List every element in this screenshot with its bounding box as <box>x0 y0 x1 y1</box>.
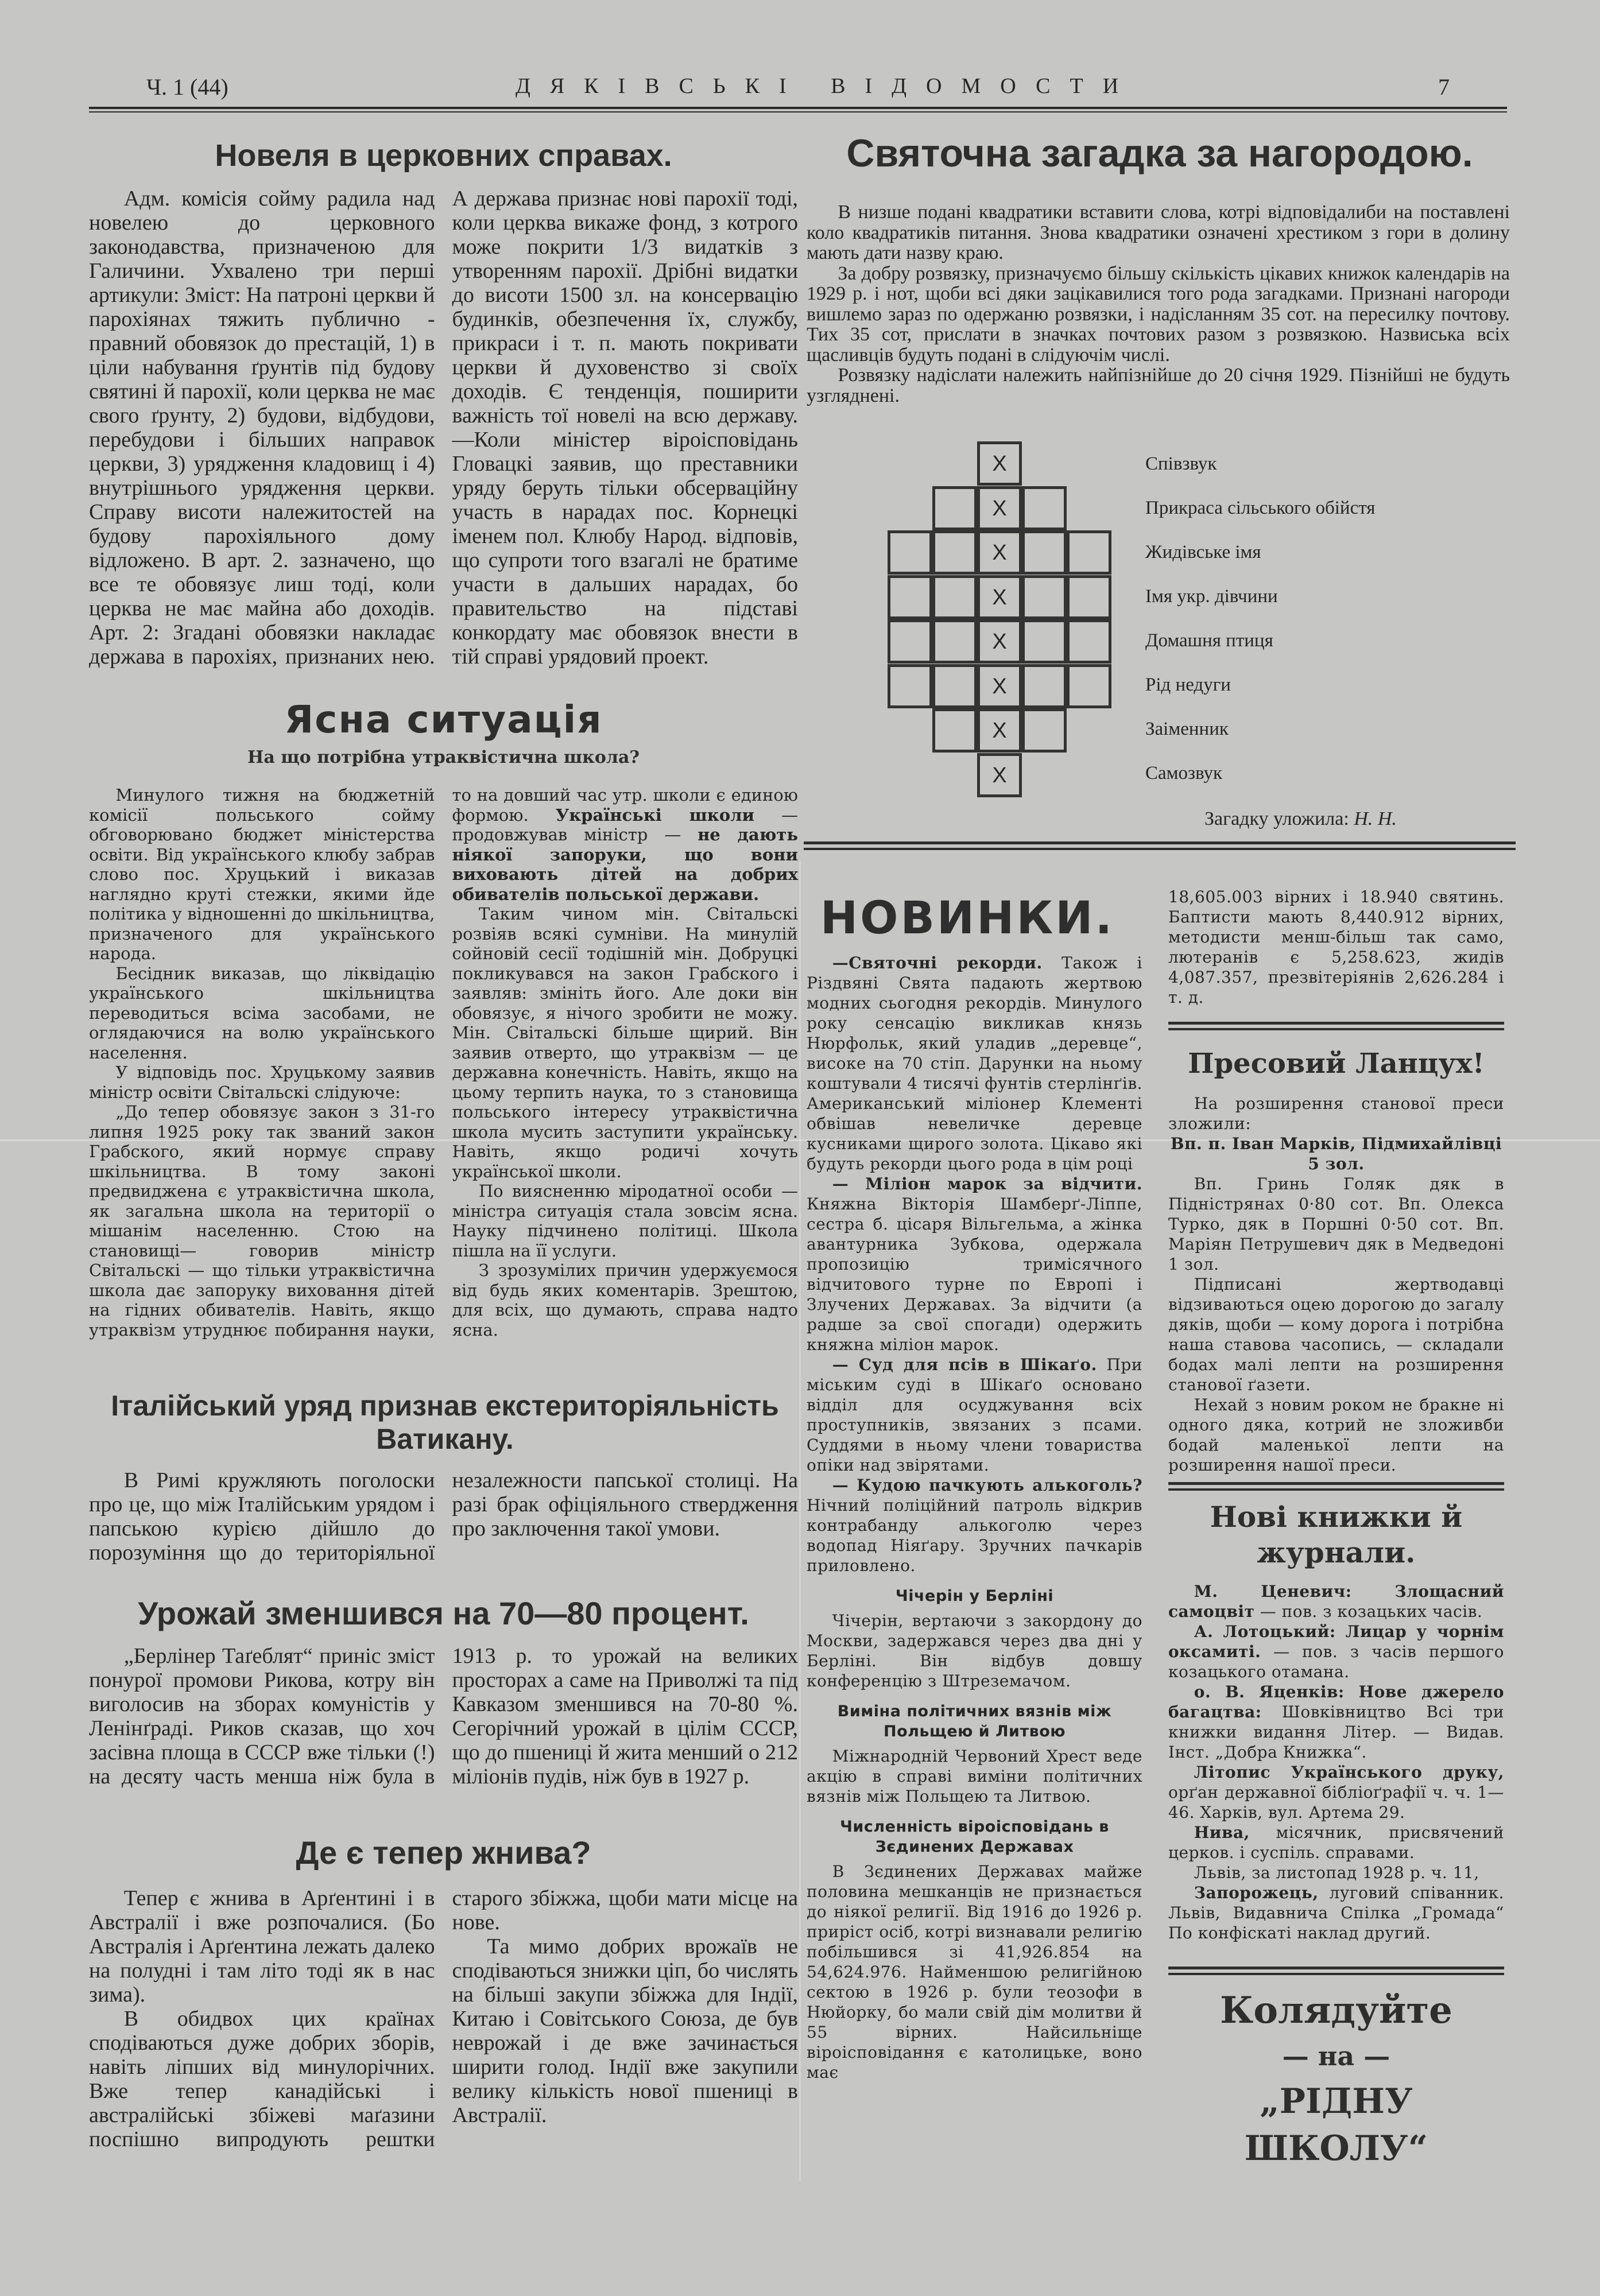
crossword-cell <box>1022 708 1067 753</box>
book-desc: місячник, присвячений церков. і суспіль. справами. <box>1168 1823 1504 1862</box>
books-title-line: Нові книжки й <box>1210 1500 1463 1534</box>
religion-continued <box>1168 887 1504 1007</box>
paragraph: Адм. комісія сойму радила над новелею до церковного законодавства, призначеною для Галичини. Ухвалено три перші артикули: Зміст: На патроні церкви й парохіянах тяжить публично - правний обовязок до престацій, 1) в ціли набування ґрунтів під будову святині й парохії, коли церква не має свого ґрунту, 2) будови, відбудови, перебудови і більших направок церкви, 3) урядження кладовищ і 4) внутрішнього урядження церкви. Справу висоти належитостей на будову парохіяльного дому відложено. В арт. 2. зазначено, що все те обовязує лиш тоді, коли церква не має майна або доходів. Арт. 2: Згадані обовязки накладає держава в парохіях, признаних нею. А держава признає нові парохії тоді, коли церква викаже фонд, з котрого може покрити 1/3 видатків з утворенням парохії. Дрібні видатки до висоти 1500 зл. на консервацію будинків, обезпечення їх, службу, прикраси і т. п. мають покривати церкви й духовенство зі своїх доходів. Є тенденція, поширити важність тої новелі на всю державу. —Коли міністер віроісповідань Гловацкі заявив, що преставники уряду беруть тільки обсерваційну участь в нарадах пос. Корнецкі іменем пол. Клюбу Народ. відповів, що супроти того взагалі не братиме участи в дальших нарадах, бо правительство на підставі конкордату має обовязок внести в тій справі урядовий проект. <box>89 187 798 669</box>
news-column <box>807 953 1142 2082</box>
news-item-text: Княжна Вікторія Шамберґ-Ліппе, сестра б. цісаря Вільгельма, а жінка авантурника Зубкова, одержала пропозицію тримісячного відчитового турне по Европі і Злучених Державах. За відчити (а радше за свої спогади) одержить княжна міліон марок. <box>807 1194 1142 1354</box>
book-item <box>1168 1822 1504 1863</box>
crossword-cell <box>932 664 977 708</box>
book-desc: Львів, за листопад 1928 р. ч. 11, <box>1194 1863 1479 1882</box>
article-title-church: Новеля в церковних справах. <box>215 138 672 173</box>
book-item <box>1168 1682 1504 1762</box>
lead-donor: Вп. п. Іван Марків, Підмихайлівці 5 зол. <box>1170 1134 1502 1173</box>
bold-text: Українські школи <box>555 805 755 825</box>
crossword-cell <box>932 575 977 619</box>
header-rule <box>89 107 1507 113</box>
book-title: М. Ценевич: Злощасний самоцвіт <box>1168 1582 1504 1621</box>
news-item <box>807 1475 1142 1576</box>
section-rule <box>1168 1482 1504 1491</box>
article-body-harvest <box>89 1644 798 1789</box>
article-title-vatican: Італійський уряд признав екстериторіяльність Ватикану. <box>111 1390 779 1455</box>
paragraph: За добру розвязку, призначуємо більшу скількість цікавих книжок календарів на 1929 р. і нот, щоби всі дяки зацікавилися того рода загадками. Признані нагороди вишлемо зараз по одержаню розвязки, і надісланням 35 сот. на пересилку почтову. Тих 35 сот, прислати в значках почтових разом з розвязкою. Назвиська всіх щасливців будуть подані в слідуючім числі. <box>807 262 1510 366</box>
page-number: 7 <box>1438 74 1450 100</box>
news-item-text: Нічний поліційний патроль відкрив контрабанду алькоголю через водопад Ніяґару. Зручних пачкарів приловлено. <box>807 1496 1142 1575</box>
news-subheading: Виміна політичних вязнів між Польщею й Литвою <box>837 1702 1112 1740</box>
paragraph: В низше подані квадратики вставити слова, котрі відповідалиби на поставлені коло квадратиків питання. Знова квадратики означені хрестиком з гори в долину мають дати назву краю. <box>807 201 1510 263</box>
book-title: о. В. Яценків: Нове джерело багацтва: <box>1168 1682 1504 1721</box>
books-title-line: журнали. <box>1257 1535 1416 1569</box>
book-desc: луговий співанник. Львів, Видавнича Спілка „Громада“ По конфіскаті наклад другий. <box>1168 1883 1504 1942</box>
book-desc: Шовківництво Всі три книжки видання Літер. — Видав. Інст. „Добра Книжка“. <box>1168 1702 1504 1762</box>
book-title: Літопис Українського друку, <box>1194 1763 1504 1782</box>
crossword-cell <box>1067 664 1111 708</box>
news-item <box>807 1174 1142 1355</box>
crossword-cell <box>932 486 977 530</box>
section-rule <box>1168 1967 1504 1975</box>
crossword-clue: Самозвук <box>1145 763 1223 784</box>
crossword-clue: Імя укр. дівчини <box>1145 586 1278 607</box>
paper-fold-vertical <box>799 861 801 2181</box>
book-desc: — пов. з козацьких часів. <box>1254 1602 1483 1621</box>
paragraph: Вп. Гринь Голяк дяк в Підністрянах 0·80 сот. Вп. Олекса Турко, дяк в Поршні 0·50 сот. Вп. Маріян Петрушевич дяк в Медведоні 1 зол. <box>1168 1174 1504 1274</box>
puzzle-author <box>1204 808 1397 830</box>
press-fund-body <box>1168 1093 1504 1475</box>
news-item-head: — Міліон марок за відчити. <box>832 1174 1142 1193</box>
news-subheading: Численність віроісповідань в Зєдинених Державах <box>840 1818 1109 1856</box>
puzzle-title: Святочна загадка за нагородою. <box>846 131 1473 175</box>
book-desc: орґан державної бібліоґрафії ч. ч. 1—46. Харків, вул. Артема 29. <box>1168 1783 1504 1822</box>
book-desc: — пов. з часів першого козацького отамана. <box>1168 1642 1504 1681</box>
news-paragraph-continued: 18,605.003 вірних і 18.940 святинь. Баптисти мають 8,440.912 вірних, методисти менш-більш так само, лютеранів є 5,258.623, жидів 4,087.357, презвітеріянів 2,626.284 і т. д. <box>1168 887 1504 1007</box>
article-body-church <box>89 187 798 669</box>
quote-text: „До тепер обовязує закон з 31-го липня 1925 року так званий закон Грабского, який нормує справу шкільництва. В тому законі предвиджена є утраквістична школа, як загальна школа на території о мішанім населенню. Стою на становищі— говорив міністр Світальскі — що тільки утраквістична школа дає запоруку виховання дітей на гідних обивателів. Навіть, якщо утраквізм утруднює побирання науки, то на довший час утр. школи є единою формою. <box>89 785 798 1340</box>
news-item-text: Також і Різдвяні Свята падають жертвою модних сьогодня рекордів. Минулого року сенсацію викликав князь Нюрфольк, який уладив „деревце“, високе на 70 стіп. Дарунки на ньому коштували 4 тисячі фунтів стерлінґів. Американський міліонер Клементі обвішав невеличке деревце кусниками щирого золота. Цікаво які будуть рекорди цього рода в цім році <box>807 953 1143 1173</box>
paragraph: Підписані жертводавці відзиваються оцею дорогою до загалу дяків, щоби — кому дорога і потрібна наша ставова часопись, — складали бодах малі лепти на розширення станової ґазети. <box>1168 1275 1504 1394</box>
crossword-cell: X <box>977 575 1022 619</box>
crossword-cell <box>932 619 977 664</box>
crossword-cell <box>1022 575 1067 619</box>
crossword-cell <box>888 619 932 664</box>
crossword-cell: X <box>977 486 1022 530</box>
news-item-head: —Святочні рекорди. <box>832 953 1043 972</box>
crossword-clue: Домашня птиця <box>1145 630 1273 651</box>
news-paragraph: В Зєдинених Державах майже половина мешканців не признається до ніякої религії. Від 1916 до 1926 р. приріст осіб, котрі визнавали религію побільшився зі 41,926.854 на 54,624.976. Найменшою религійною сектою в 1926 р. були теозофи в Нюйорку, бо мали свій дім молитви й 55 вірних. Найсильніще віроісповідання є католицьке, воно має <box>807 1862 1142 2082</box>
press-fund-title: Пресовий Ланцух! <box>1188 1048 1485 1080</box>
crossword-cell <box>1022 530 1067 575</box>
crossword-cell <box>1067 575 1111 619</box>
crossword-cell <box>888 530 932 575</box>
issue-number: Ч. 1 (44) <box>146 74 228 100</box>
article-title-school: Ясна ситуація <box>284 697 603 742</box>
books-list <box>1168 1581 1504 1943</box>
book-item <box>1168 1622 1504 1682</box>
book-item <box>1168 1581 1504 1622</box>
news-item <box>807 953 1142 1174</box>
news-subheading: Чічерін у Берліні <box>895 1587 1054 1605</box>
article-body-school <box>89 785 798 1340</box>
book-title: А. Лотоцький: Лицар у чорнім оксамиті. <box>1168 1622 1504 1661</box>
news-item-head: — Кудою пачкують алькоголь? <box>832 1476 1142 1495</box>
crossword-cell <box>1022 664 1067 708</box>
book-item <box>1168 1883 1504 1943</box>
appeal-line: „РІДНУ ШКОЛУ“ <box>1244 2081 1428 2169</box>
paragraph: З зрозумілих причин удержуємося від будь яких коментарів. Зрештою, для всіх, що думають, справа надто ясна. <box>452 1261 798 1340</box>
crossword-cell <box>888 664 932 708</box>
crossword-clue: Жидівське імя <box>1145 542 1261 563</box>
crossword-cell <box>1067 619 1111 664</box>
article-subtitle-school: На що потрібна утраквістична школа? <box>247 747 640 767</box>
paragraph: Нехай з новим роком не бракне ні одного дяка, котрий не зложивби бодай маленької лепти на розширення нашої преси. <box>1168 1395 1504 1475</box>
crossword-cell <box>1022 486 1067 530</box>
article-title-harvest: Урожай зменшився на 70—80 процент. <box>138 1595 749 1631</box>
news-paragraph: Міжнародній Червоний Хрест веде акцію в справі виміни політичних вязнів між Польщею та Литвою. <box>807 1747 1142 1806</box>
news-item-text: При міським суді в Шікаґо основано відділ для осуджування всіх проступників, звязаних з псами. Суддями в ньому члени товариства опіки над звірятами. <box>807 1355 1142 1475</box>
crossword-cell <box>932 708 977 753</box>
paragraph: В Римі кружляють поголоски про це, що між Італійським урядом і папською курією дійшло до порозуміння що до територіяльної незалежности папської столиці. На разі брак офіціяльного ствердження про заключення такої умови. <box>89 1468 798 1565</box>
appeal-line: — на — <box>1282 2041 1390 2072</box>
paragraph: Та мимо добрих врожаїв не сподіваються знижки ціп, бо числять на більші закупи збіжжа для Індії, Китаю і Совітського Союза, де був неврожай і де вже зачинається ширити голод. Індії вже закупили велику кількість нової пшениці в Австралії. <box>452 1934 798 2127</box>
crossword-clue: Заіменник <box>1145 719 1229 739</box>
book-title: Нива, <box>1194 1823 1250 1842</box>
paragraph: Тепер є жнива в Арґентині і в Австралії і вже розпочалися. (Бо Австралія і Арґентина лежать далеко на полудні і там літо тоді як в нас зима). <box>89 1886 435 2007</box>
quote-text: — продовжував міністр — <box>452 805 798 844</box>
author-label: Загадку уложила: <box>1204 808 1349 829</box>
crossword-clue: Прикраса сільського обійстя <box>1145 498 1376 518</box>
crossword-clue: Рід недуги <box>1145 674 1231 695</box>
paragraph: Бесідник виказав, що ліквідацію українського шкільництва переводиться всіма засобами, не оглядаючися на волю українського населення. <box>89 963 435 1062</box>
article-title-reaping: Де є тепер жнива? <box>296 1835 591 1871</box>
paragraph: У відповідь пос. Хруцькому заявив міністр освіти Світальскі слідуюче: <box>89 1062 435 1102</box>
paragraph: Розвязку надіслати належить найпізнійше до 20 січня 1929. Пізнійші не будуть узгляднені. <box>807 364 1510 406</box>
news-paragraph: Чічерін, вертаючи з закордону до Москви, задержався через два дні у Берліні. Він відбув довшу конференцію з Штреземачом. <box>807 1611 1142 1690</box>
article-body-reaping <box>89 1886 798 2151</box>
appeal-line: Колядуйте <box>1220 1989 1452 2032</box>
paragraph: Таким чином мін. Світальскі розвіяв всякі сумніви. На минулій сойновій сесії тодішній мін. Добруцкі покликувався на закон Грабского і заявляв: змініть його. Але доки він обовязує, я нічого зробити не можу. Мін. Світальскі більше щирий. Він заявив отверто, що утраквізм — це державна конечність. Навіть, якщо на цьому терпить наука, то з становища польського інтересу утраквістична школа мусить заступити українську. Навіть, якщо родичі хочуть української школи. <box>452 904 798 1181</box>
appeal-ad <box>1168 1987 1504 2172</box>
crossword-cell: X <box>977 708 1022 753</box>
crossword-clue: Співзвук <box>1145 453 1217 474</box>
crossword-cell <box>1022 619 1067 664</box>
paragraph: В обидвох цих країнах сподіваються дуже добрих зборів, навіть ліпших від минулорічних. Вже тепер канадійські і австралійські збіжеві маґазини поспішно випродують рештки старого збіжжа, щоби мати місце на нове. <box>89 1886 798 2151</box>
crossword-cell <box>1067 530 1111 575</box>
bold-text: не дають ніякої запоруки, що вони виховають дітей на добрих обивателів польської держави. <box>452 825 799 904</box>
paragraph: „Берлінер Таґеблят“ приніс зміст понурої промови Рикова, котру він виголосив на зборах комуністів у Ленінґраді. Риков сказав, що хоч засівна площа в СССР вже тільки (!) на десяту часть менша ніж була в 1913 р. то урожай на великих просторах а саме на Приволжі та під Кавказом зменшився на 70-80 %. Сегорічний урожай в цілім СССР, що до пшениці й жита менший о 212 міліонів пудів, ніж був в 1927 р. <box>89 1644 798 1789</box>
news-item <box>807 1355 1142 1475</box>
paragraph: На розширення станової преси зложили: <box>1168 1094 1504 1133</box>
article-body-vatican <box>89 1468 798 1565</box>
book-item <box>1168 1762 1504 1822</box>
book-title: Запорожець, <box>1194 1883 1319 1902</box>
crossword-cell: X <box>977 441 1022 486</box>
author-name: Н. Н. <box>1354 808 1397 829</box>
crossword-cell: X <box>977 664 1022 708</box>
masthead: ДЯКІВСЬКІ ВІДОМОСТИ <box>515 74 1138 98</box>
crossword-cell <box>888 575 932 619</box>
news-title: НОВИНКИ. <box>820 893 1115 944</box>
section-rule <box>1168 1022 1504 1030</box>
section-rule <box>804 841 1516 850</box>
books-title <box>1168 1499 1504 1570</box>
news-item-head: — Суд для псів в Шікаґо. <box>832 1355 1097 1374</box>
crossword-cell: X <box>977 619 1022 664</box>
paragraph: Минулого тижня на бюджетній комісії польського сойму обговорювано бюджет міністерства освіти. Від українського клюбу забрав слово пос. Хруцький і виказав наглядно круті стежки, якими йде політика у відношенні до шкільництва, призначеного для українського народа. <box>89 785 435 963</box>
crossword-cell: X <box>977 530 1022 575</box>
crossword-cell <box>932 530 977 575</box>
crossword-cell: X <box>977 753 1022 797</box>
puzzle-instructions <box>807 202 1510 406</box>
crossword-grid <box>889 443 1113 798</box>
book-item <box>1168 1863 1504 1883</box>
paragraph: По виясненню міродатної особи — міністра ситуація стала зовсім ясна. Науку підчинено політиці. Школа пішла на її услуги. <box>452 1181 798 1261</box>
